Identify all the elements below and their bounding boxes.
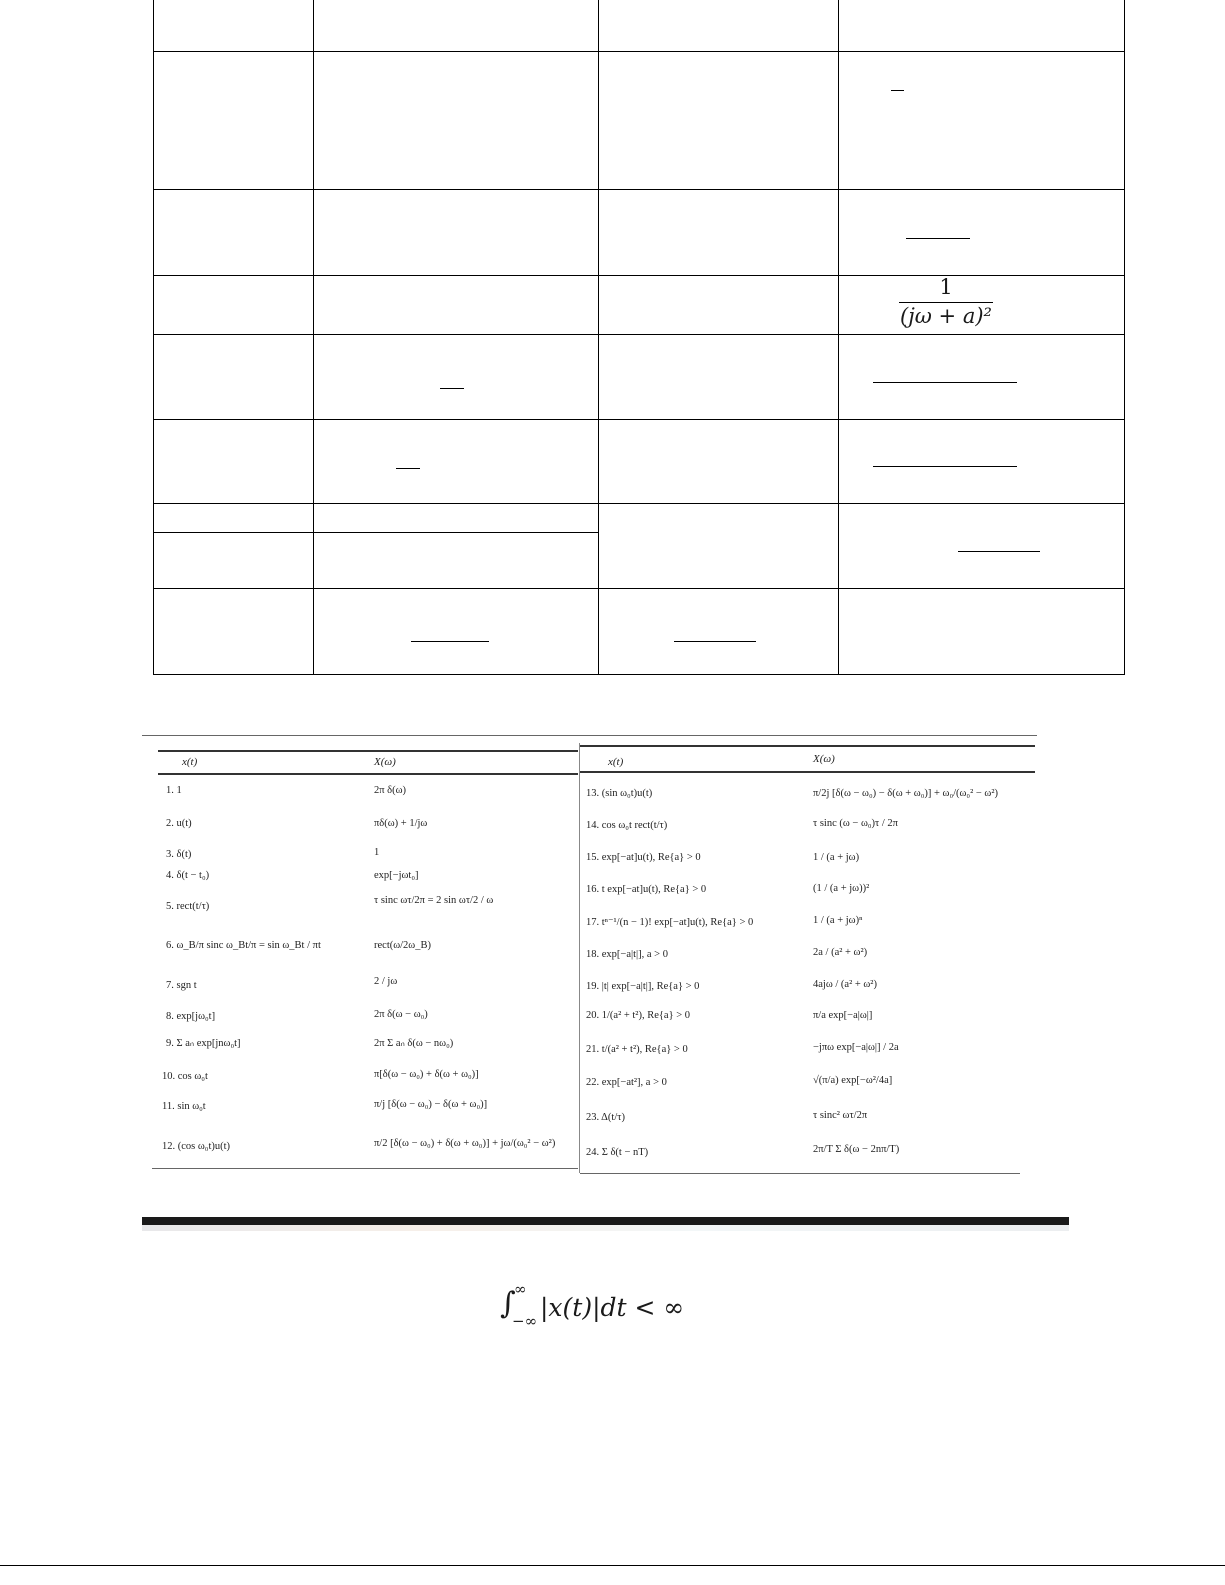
header-x-t-left: x(t) xyxy=(182,756,198,768)
integral-sign: ∫ xyxy=(500,1286,516,1321)
scan-top-rule xyxy=(142,735,1037,736)
integrand: |x(t)|dt < ∞ xyxy=(540,1293,685,1322)
formula-fraction-bar xyxy=(899,302,993,303)
pair-X: 4ajω / (a² + ω²) xyxy=(813,979,877,990)
row-rule xyxy=(154,419,1124,420)
pair-x: 19. |t| exp[−a|t|], Re{a} > 0 xyxy=(586,981,700,992)
pair-x: 21. t/(a² + t²), Re{a} > 0 xyxy=(586,1044,688,1055)
pair-X: 1 / (a + jω)ⁿ xyxy=(813,915,863,926)
header-X-omega-left: X(ω) xyxy=(374,756,396,768)
header-x-t-right: x(t) xyxy=(608,756,624,768)
fraction-bar xyxy=(958,551,1040,552)
pair-x: 1. 1 xyxy=(166,785,182,796)
pair-x: 18. exp[−a|t|], a > 0 xyxy=(586,949,668,960)
row-rule-partial xyxy=(154,532,598,533)
pair-X: π/2 [δ(ω − ω₀) + δ(ω + ω₀)] + jω/(ω₀² − ω²) xyxy=(374,1138,556,1149)
fraction-bar xyxy=(411,641,489,642)
pair-X: 1 / (a + jω) xyxy=(813,852,860,863)
header-X-omega-right: X(ω) xyxy=(813,753,835,765)
integral-lower-limit: −∞ xyxy=(512,1312,538,1330)
row-rule xyxy=(154,334,1124,335)
pair-X: exp[−jωt₀] xyxy=(374,870,419,881)
pair-x: 7. sgn t xyxy=(166,980,197,991)
formula-numerator: 1 xyxy=(939,275,953,299)
pair-X: π/2j [δ(ω − ω₀) − δ(ω + ω₀)] + ω₀/(ω₀² − ω²) xyxy=(813,788,998,799)
pair-x: 23. Δ(t/τ) xyxy=(586,1112,625,1123)
pair-x: 22. exp[−at²], a > 0 xyxy=(586,1077,667,1088)
pair-x: 15. exp[−at]u(t), Re{a} > 0 xyxy=(586,852,701,863)
scan-bottom-rule xyxy=(152,1168,578,1169)
section-divider-bar xyxy=(142,1217,1069,1225)
pair-x: 12. (cos ω₀t)u(t) xyxy=(162,1141,231,1152)
pair-x: 14. cos ω₀t rect(t/τ) xyxy=(586,820,668,831)
pair-x: 3. δ(t) xyxy=(166,849,192,860)
pair-X: πδ(ω) + 1/jω xyxy=(374,818,428,829)
fraction-bar xyxy=(674,641,756,642)
row-rule xyxy=(154,588,1124,589)
fraction-bar xyxy=(873,382,1017,383)
pair-x: 9. Σ aₙ exp[jnω₀t] xyxy=(166,1038,241,1049)
pair-X: 2π δ(ω) xyxy=(374,785,407,796)
scan-header-underline xyxy=(580,771,1035,773)
pair-x: 4. δ(t − t₀) xyxy=(166,870,210,881)
pair-x: 13. (sin ω₀t)u(t) xyxy=(586,788,653,799)
pair-X: π[δ(ω − ω₀) + δ(ω + ω₀)] xyxy=(374,1069,479,1080)
pair-X: π/a exp[−a|ω|] xyxy=(813,1010,873,1021)
pair-X: τ sinc² ωτ/2π xyxy=(813,1110,868,1121)
scan-bottom-rule xyxy=(580,1173,1020,1174)
integral-upper-limit: ∞ xyxy=(514,1280,527,1298)
pair-X: √(π/a) exp[−ω²/4a] xyxy=(813,1075,893,1086)
page-bottom-rule xyxy=(0,1565,1225,1566)
pair-x: 2. u(t) xyxy=(166,818,192,829)
pair-X: 2 / jω xyxy=(374,976,398,987)
pair-X: τ sinc ωτ/2π = 2 sin ωτ/2 / ω xyxy=(374,895,494,906)
section-divider-shadow xyxy=(142,1225,1069,1231)
pair-X: 2π/T Σ δ(ω − 2nπ/T) xyxy=(813,1144,900,1155)
fraction-bar xyxy=(396,468,420,469)
pair-x: 16. t exp[−at]u(t), Re{a} > 0 xyxy=(586,884,707,895)
pair-X: τ sinc (ω − ω₀)τ / 2π xyxy=(813,818,898,829)
fraction-bar xyxy=(891,90,904,91)
row-rule xyxy=(154,189,1124,190)
pair-x: 17. tⁿ⁻¹/(n − 1)! exp[−at]u(t), Re{a} > 0 xyxy=(586,917,754,928)
col-rule xyxy=(838,0,839,674)
pair-X: −jπω exp[−a|ω|] / 2a xyxy=(813,1042,899,1053)
row-rule xyxy=(154,51,1124,52)
pair-X: 2π δ(ω − ω₀) xyxy=(374,1009,428,1020)
scan-header-rule xyxy=(158,750,578,752)
scan-column-separator xyxy=(579,743,580,1173)
absolute-integrability-condition xyxy=(500,1280,740,1330)
pair-x: 24. Σ δ(t − nT) xyxy=(586,1147,649,1158)
fraction-bar xyxy=(440,388,464,389)
fourier-transform-pairs-scan xyxy=(142,733,1037,1183)
pair-x: 11. sin ω₀t xyxy=(162,1101,206,1112)
pair-x: 6. ω_B/π sinc ω_Bt/π = sin ω_Bt / πt xyxy=(166,940,321,951)
pair-x: 5. rect(t/τ) xyxy=(166,901,210,912)
pair-X: π/j [δ(ω − ω₀) − δ(ω + ω₀)] xyxy=(374,1099,488,1110)
pair-X: rect(ω/2ω_B) xyxy=(374,940,431,951)
fraction-bar xyxy=(873,466,1017,467)
scan-header-rule xyxy=(580,745,1035,747)
col-rule xyxy=(598,0,599,674)
pair-X: 2a / (a² + ω²) xyxy=(813,947,868,958)
formula-denominator: (jω + a)² xyxy=(900,304,992,328)
pair-x: 10. cos ω₀t xyxy=(162,1071,208,1082)
pair-x: 8. exp[jω₀t] xyxy=(166,1011,216,1022)
scan-header-underline xyxy=(158,773,578,775)
col-rule xyxy=(313,0,314,674)
fourier-table-top xyxy=(153,0,1125,675)
pair-X: 1 xyxy=(374,847,380,858)
pair-X: (1 / (a + jω))² xyxy=(813,883,870,894)
pair-x: 20. 1/(a² + t²), Re{a} > 0 xyxy=(586,1010,691,1021)
row-rule xyxy=(154,275,1124,276)
fraction-bar xyxy=(906,238,970,239)
row-rule xyxy=(154,503,1124,504)
pair-X: 2π Σ aₙ δ(ω − nω₀) xyxy=(374,1038,454,1049)
